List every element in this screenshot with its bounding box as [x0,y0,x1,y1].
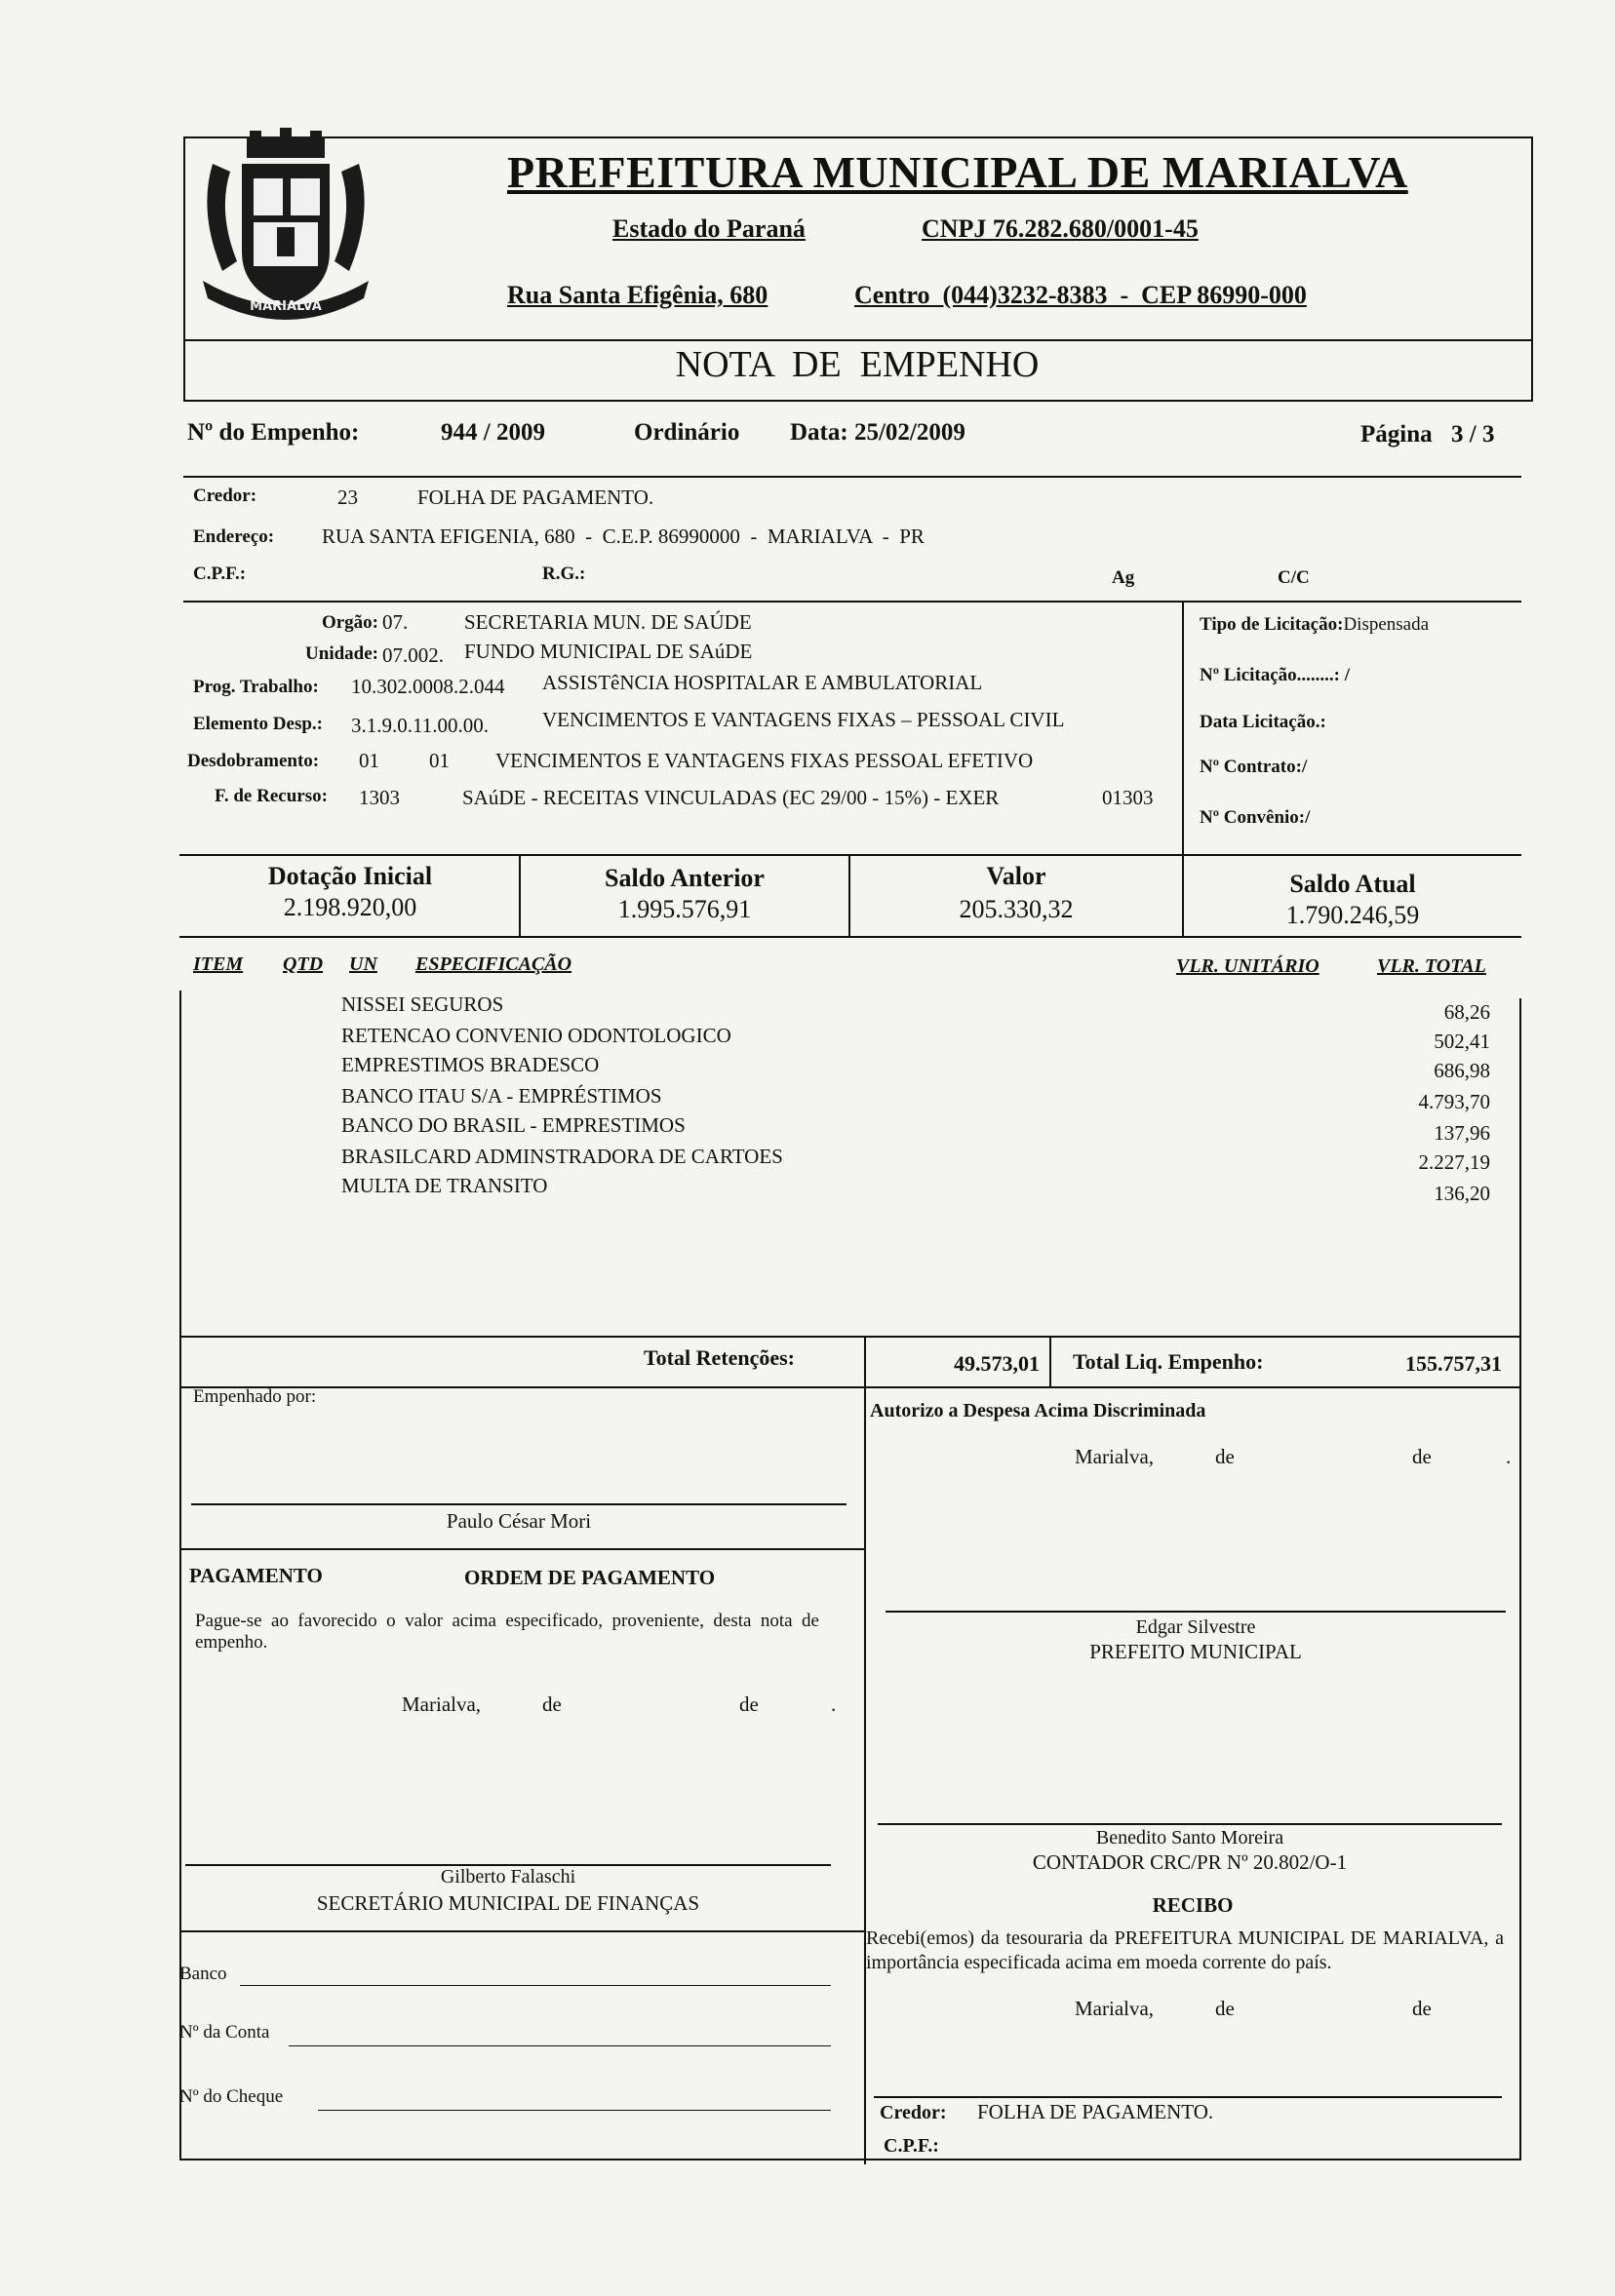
marialva-right-2: Marialva, [1075,1997,1155,2020]
desdobramento-code-1: 01 [359,749,379,772]
cheque-label: Nº do Cheque [179,2086,284,2107]
secretario-name: Gilberto Falaschi [440,1866,576,1887]
document-title: NOTA DE EMPENHO [675,344,1040,385]
licitacao-tipo-value: Dispensada [1343,614,1430,635]
autorizo-label: Autorizo a Despesa Acima Discriminada [870,1400,1206,1421]
saldo-atual-value: 1.790.246,59 [1285,901,1420,929]
recibo-text: Recebi(emos) da tesouraria da PREFEITURA MUNICIPAL DE MARIALVA, a importância especificada acima em moeda corrente do país. [866,1927,1504,1973]
saldo-anterior-value: 1.995.576,91 [617,895,752,923]
prefeito-name: Edgar Silvestre [1135,1616,1256,1638]
conta-label: Nº da Conta [179,2022,270,2043]
licitacao-tipo [1200,614,1429,636]
list-item: EMPRESTIMOS BRADESCO [341,1053,600,1076]
address-label: Rua Santa Efigênia, 680 [507,281,768,309]
item-total: 686,98 [1434,1059,1490,1082]
prog-label: Prog. Trabalho: [193,677,319,697]
de-right-2: de [1412,1445,1432,1468]
de-right-4: de [1412,1997,1432,2020]
recibo-credor-label: Credor: [880,2102,947,2123]
prog-name: ASSISTêNCIA HOSPITALAR E AMBULATORIAL [542,671,983,694]
page-title: PREFEITURA MUNICIPAL DE MARIALVA [507,147,1408,197]
recurso-label: F. de Recurso: [215,786,328,806]
recurso-code: 1303 [359,786,400,809]
column-header-vlr-total: VLR. TOTAL [1377,955,1486,977]
orgao-label: Orgão: [321,612,378,633]
pague-se-text: Pague-se ao favorecido o valor acima especificado, proveniente, desta nota de empenho. [195,1611,819,1653]
column-header-vlr-unitario: VLR. UNITÁRIO [1176,955,1320,977]
licitacao-date: Data Licitação.: [1200,712,1326,732]
secretario-title: SECRETÁRIO MUNICIPAL DE FINANÇAS [316,1891,700,1915]
contact-label: Centro (044)3232-8383 - CEP 86990-000 [854,281,1307,309]
cnpj-label: CNPJ 76.282.680/0001-45 [922,214,1199,243]
total-liquido-label: Total Liq. Empenho: [1073,1349,1264,1374]
elemento-name: VENCIMENTOS E VANTAGENS FIXAS – PESSOAL CIVIL [542,708,1065,731]
unidade-code: 07.002. [382,643,444,667]
column-header-especificacao: ESPECIFICAÇÃO [415,953,572,975]
list-item: NISSEI SEGUROS [341,992,504,1016]
total-retencoes-label: Total Retenções: [644,1345,795,1370]
empenho-number: 944 / 2009 [441,419,545,446]
desdobramento-name: VENCIMENTOS E VANTAGENS FIXAS PESSOAL EFETIVO [495,749,1034,772]
item-total: 68,26 [1443,1000,1490,1024]
unidade-name: FUNDO MUNICIPAL DE SAúDE [464,640,753,663]
cc-label: C/C [1278,567,1310,588]
dotacao-inicial-label: Dotação Inicial [267,862,433,890]
recibo-title: RECIBO [1152,1893,1234,1917]
credor-address: RUA SANTA EFIGENIA, 680 - C.E.P. 86990000 - MARIALVA - PR [322,525,925,548]
credor-name: FOLHA DE PAGAMENTO. [417,486,654,509]
orgao-code: 07. [382,610,409,634]
contador-name: Benedito Santo Moreira [1095,1827,1284,1848]
de-left-2: de [739,1693,759,1716]
list-item: BANCO DO BRASIL - EMPRESTIMOS [341,1113,686,1137]
page-number: 3 / 3 [1451,421,1495,448]
valor-value: 205.330,32 [959,895,1074,923]
coat-of-arms-logo [193,125,378,334]
credor-code: 23 [337,486,358,509]
column-header-un: UN [349,953,377,975]
banco-label: Banco [179,1964,227,1984]
convenio-number: Nº Convênio:/ [1200,807,1311,828]
orgao-name: SECRETARIA MUN. DE SAÚDE [464,610,752,634]
ordem-pagamento-label: ORDEM DE PAGAMENTO [464,1566,716,1589]
rg-label: R.G.: [542,564,586,584]
empenhado-por-name: Paulo César Mori [446,1509,592,1533]
item-total: 137,96 [1434,1121,1490,1145]
column-header-item: ITEM [193,953,244,975]
licitacao-number: Nº Licitação........: / [1200,665,1351,685]
item-total: 502,41 [1434,1030,1490,1053]
elemento-code: 3.1.9.0.11.00.00. [351,714,489,737]
list-item: MULTA DE TRANSITO [341,1174,548,1197]
svg-text:MARIALVA: MARIALVA [250,299,322,314]
marialva-left: Marialva, [402,1693,482,1716]
recibo-cpf-label: C.P.F.: [884,2135,939,2157]
dotacao-inicial-value: 2.198.920,00 [283,893,417,921]
contador-title: CONTADOR CRC/PR Nº 20.802/O-1 [1032,1850,1348,1874]
list-item: BRASILCARD ADMINSTRADORA DE CARTOES [341,1145,783,1168]
list-item: RETENCAO CONVENIO ODONTOLOGICO [341,1024,731,1047]
recurso-code-2: 01303 [1102,786,1154,809]
prog-code: 10.302.0008.2.044 [351,675,505,698]
desdobramento-code-2: 01 [429,749,450,772]
unidade-label: Unidade: [305,643,378,664]
de-right-1: de [1215,1445,1235,1468]
marialva-right-1: Marialva, [1075,1445,1155,1468]
de-right-3: de [1215,1997,1235,2020]
elemento-label: Elemento Desp.: [193,714,323,734]
page-label: Página [1360,421,1433,448]
prefeito-title: PREFEITO MUNICIPAL [1089,1640,1302,1663]
recibo-credor-name: FOLHA DE PAGAMENTO. [977,2100,1214,2123]
total-retencoes-value: 49.573,01 [954,1351,1040,1376]
total-liquido-value: 155.757,31 [1405,1351,1502,1376]
contrato-number: Nº Contrato:/ [1200,757,1308,777]
column-header-qtd: QTD [283,953,324,975]
address-label-field: Endereço: [193,526,275,547]
saldo-atual-label: Saldo Atual [1289,870,1416,898]
state-label: Estado do Paraná [612,214,806,243]
licitacao-tipo-label: Tipo de Licitação: [1200,614,1344,635]
empenho-type: Ordinário [634,419,740,446]
valor-label: Valor [986,862,1046,890]
item-total: 136,20 [1434,1182,1490,1205]
empenho-number-label: Nº do Empenho: [187,419,360,446]
recurso-name: SAúDE - RECEITAS VINCULADAS (EC 29/00 - 15%) - EXER [462,786,1000,809]
desdobramento-label: Desdobramento: [187,751,320,771]
de-left-1: de [542,1693,562,1716]
empenho-date: Data: 25/02/2009 [790,419,965,446]
cpf-label: C.P.F.: [193,564,247,584]
item-total: 4.793,70 [1418,1090,1490,1113]
saldo-anterior-label: Saldo Anterior [605,864,765,892]
pagamento-label: PAGAMENTO [189,1564,323,1587]
item-total: 2.227,19 [1418,1150,1490,1174]
list-item: BANCO ITAU S/A - EMPRÉSTIMOS [341,1084,662,1108]
empenhado-por-label: Empenhado por: [193,1386,317,1407]
ag-label: Ag [1112,567,1135,588]
credor-label: Credor: [193,486,257,506]
